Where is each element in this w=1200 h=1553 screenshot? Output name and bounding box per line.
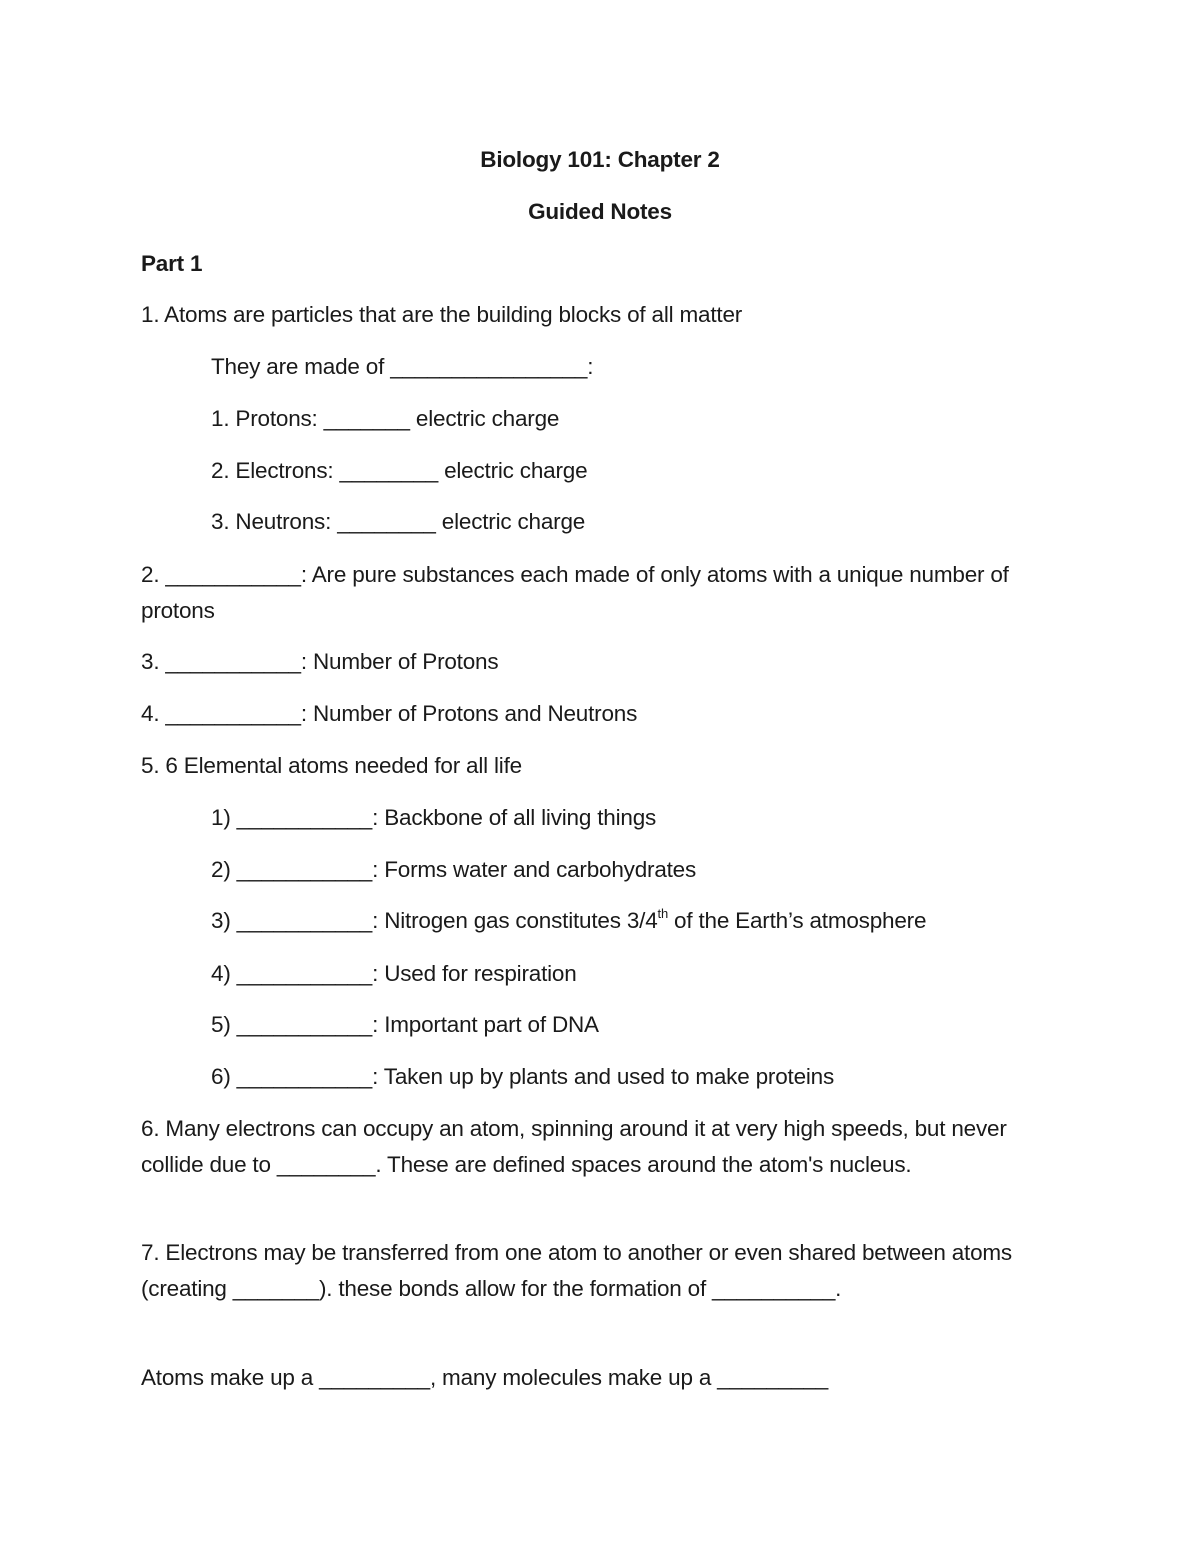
element-item-3-tail: of the Earth’s atmosphere [667, 908, 927, 933]
question-6: 6. Many electrons can occupy an atom, spinning around it at very high speeds, but never collide due to ________. These are defined spaces around the atom's nucleus. [141, 1116, 1007, 1177]
document-subtitle: Guided Notes [528, 199, 672, 224]
question-3: 3. ___________: Number of Protons [141, 649, 499, 674]
question-1-item: 1. Protons: _______ electric charge [211, 406, 560, 431]
section-heading: Part 1 [141, 251, 203, 276]
question-1-made-of: They are made of ________________: [211, 354, 594, 379]
superscript-th: th [657, 905, 668, 921]
closing-statement: Atoms make up a _________, many molecules make up a _________ [141, 1365, 829, 1390]
element-item: 4) ___________: Used for respiration [211, 961, 577, 986]
question-1-item: 2. Electrons: ________ electric charge [211, 458, 588, 483]
question-1-item: 3. Neutrons: ________ electric charge [211, 509, 586, 534]
element-item: 1) ___________: Backbone of all living things [211, 805, 657, 830]
element-item-3-text: 3) ___________: Nitrogen gas constitutes 3/4 [211, 908, 658, 933]
element-item: 2) ___________: Forms water and carbohydrates [211, 857, 697, 882]
document-title: Biology 101: Chapter 2 [480, 147, 720, 172]
question-1: 1. Atoms are particles that are the building blocks of all matter [141, 302, 743, 327]
element-item: 6) ___________: Taken up by plants and used to make proteins [211, 1064, 835, 1089]
question-4: 4. ___________: Number of Protons and Neutrons [141, 701, 638, 726]
question-5: 5. 6 Elemental atoms needed for all life [141, 753, 522, 778]
question-2: 2. ___________: Are pure substances each made of only atoms with a unique number of protons [141, 562, 1009, 623]
question-7: 7. Electrons may be transferred from one atom to another or even shared between atoms (creating _______). these bonds allow for the formation of __________. [141, 1240, 1012, 1301]
element-item: 5) ___________: Important part of DNA [211, 1012, 599, 1037]
element-item-3 [211, 906, 926, 936]
